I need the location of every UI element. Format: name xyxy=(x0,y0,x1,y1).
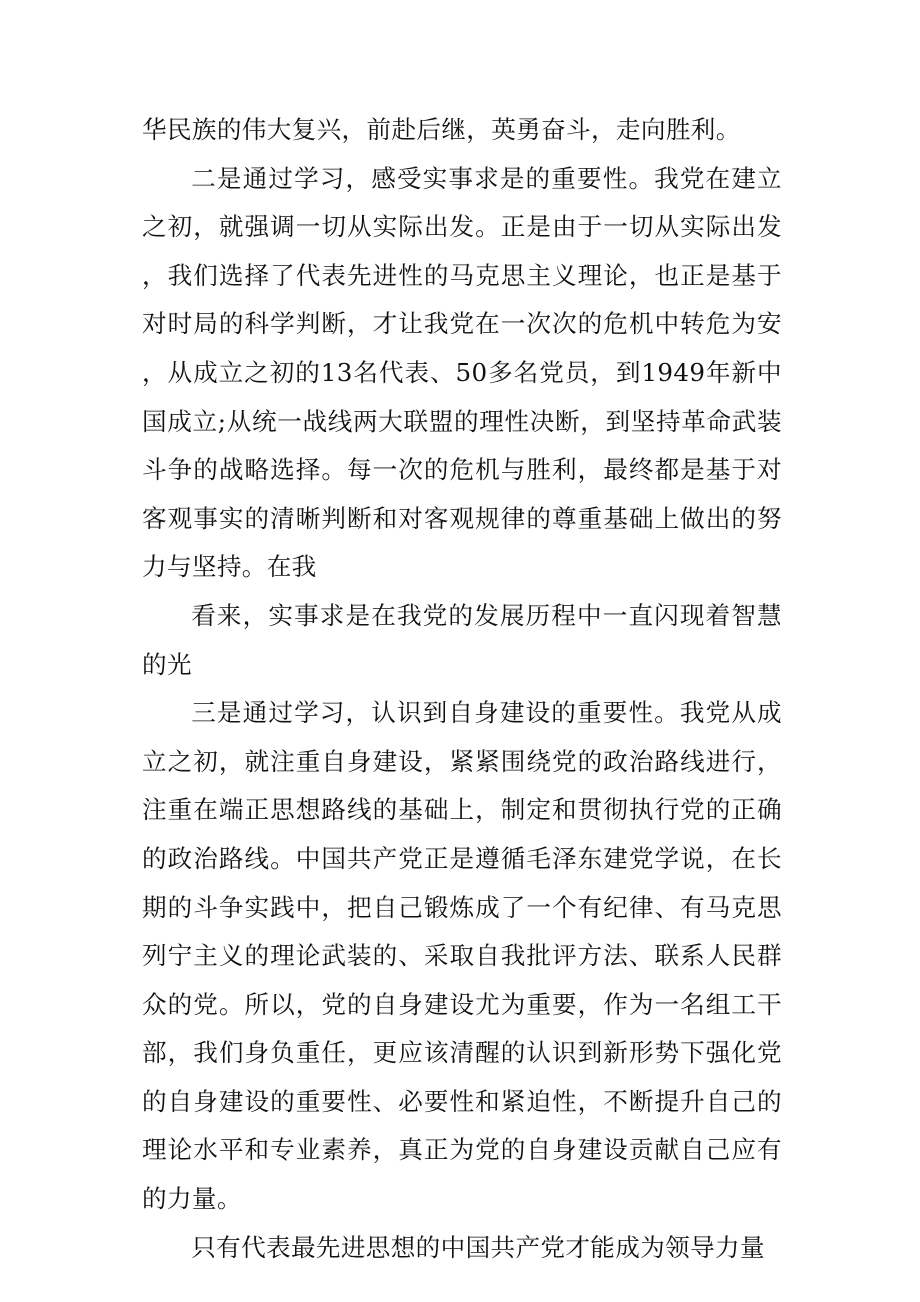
paragraph-continuation: 华民族的伟大复兴，前赴后继，英勇奋斗，走向胜利。 xyxy=(142,115,741,144)
paragraph-point-two: 二是通过学习，感受实事求是的重要性。我党在建立之初，就强调一切从实际出发。正是由于一切从实际出发，我们选择了代表先进性的马克思主义理论，也正是基于对时局的科学判断，才让我党在一次次的危机中转危为安，从成立之初的13名代表、50多名党员，到1949年新中国成立;从统一战线两大联盟的理性决断，到坚持革命武装斗争的战略选择。每一次的危机与胜利，最终都是基于对客观事实的清晰判断和对客观规律的尊重基础上做出的努力与坚持。在我 xyxy=(142,163,782,582)
document-body xyxy=(142,106,782,1272)
paragraph-heading-line: 只有代表最先进思想的中国共产党才能成为领导力量 xyxy=(191,1232,765,1262)
paragraph-point-three: 三是通过学习，认识到自身建设的重要性。我党从成立之初，就注重自身建设，紧紧围绕党的政治路线进行，注重在端正思想路线的基础上，制定和贯彻执行党的正确的政治路线。中国共产党正是遵循毛泽东建党学说，在长期的斗争实践中，把自己锻炼成了一个有纪律、有马克思列宁主义的理论武装的、采取自我批评方法、联系人民群众的党。所以，党的自身建设尤为重要，作为一名组工干部，我们身负重任，更应该清醒的认识到新形势下强化党的自身建设的重要性、必要性和紧迫性，不断提升自己的理论水平和专业素养，真正为党的自身建设贡献自己应有的力量。 xyxy=(142,698,782,1214)
paragraph-fragment: 看来，实事求是在我党的发展历程中一直闪现着智慧的光 xyxy=(142,600,782,679)
